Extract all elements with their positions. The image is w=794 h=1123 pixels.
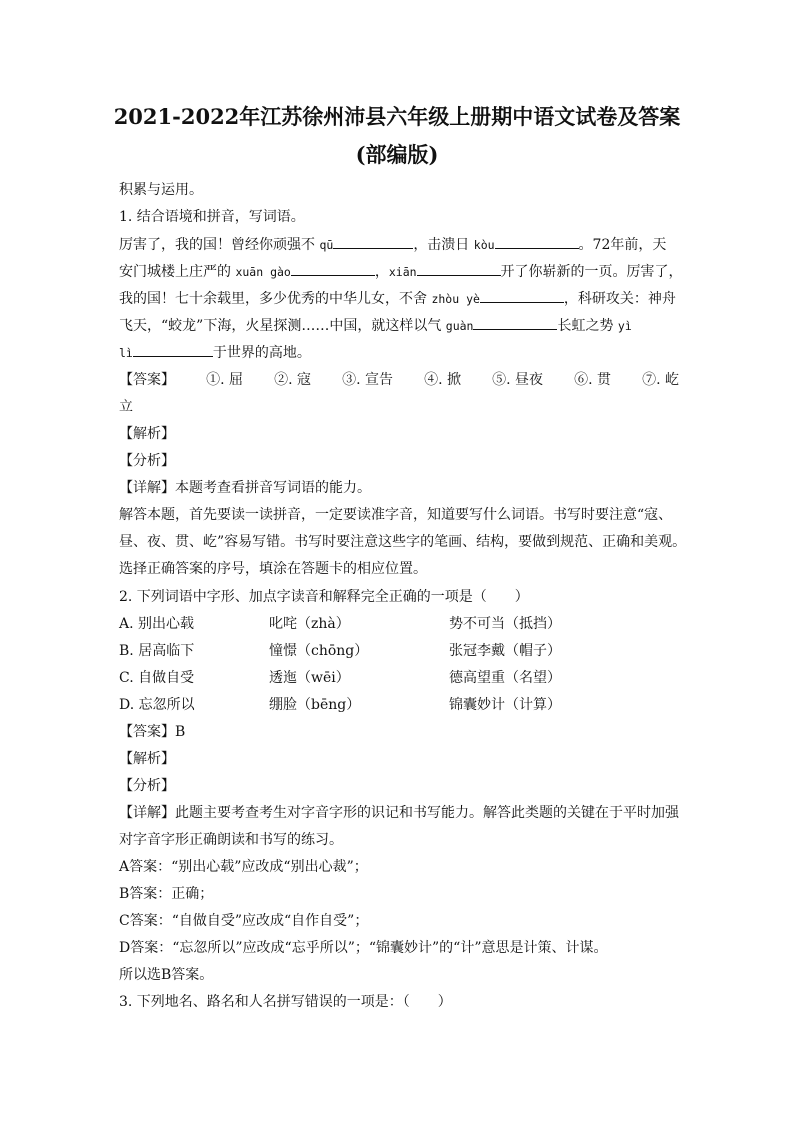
q1-explanation-1: 解答本题，首先要读一读拼音，一定要读准字音，知道要写什么词语。书写时要注意“寇、 [119,507,673,523]
document-title: 2021-2022年江苏徐州沛县六年级上册期中语文试卷及答案 [113,104,681,129]
q2-option-b[interactable]: B. 居高临下 憧憬（chōng） 张冠李戴（帽子） [119,643,561,659]
pinyin-kou: kòu [473,238,495,252]
answer-item: ③. 宣告 [342,372,393,388]
q2-option-d[interactable]: D. 忘忽所以 绷脸（bēng） 锦囊妙计（计算） [119,697,561,713]
answer-item: ⑤. 昼夜 [492,372,543,388]
answer-blank[interactable] [291,261,375,276]
q1-jiexi-label: 【解析】 [119,426,175,442]
q1-answer-row [119,370,679,390]
answer-blank[interactable] [473,315,557,330]
q2-xiangjie-1: 【详解】此题主要考查考生对字音字形的识记和书写能力。解答此类题的关键在于平时加强 [119,805,679,821]
answer-blank[interactable] [495,234,579,249]
answer-blank[interactable] [133,342,213,357]
q1-paragraph-line-1: 厉害了，我的国！曾经你顽强不 qū ，击溃日 kòu 。72年前，天 [119,234,679,255]
q1-paragraph-line-3: 我的国！七十余载里，多少优秀的中华儿女，不舍 zhòu yè ，科研攻关：神舟 [119,288,679,309]
answer-blank[interactable] [417,261,501,276]
q1-explanation-2: 昼、夜、贯、屹”容易写错。书写时要注意这些字的笔画、结构，要做到规范、正确和美观。 [119,534,687,550]
q2-option-a[interactable]: A. 别出心载 叱咤（zhà） 势不可当（抵挡） [119,616,561,632]
q1-paragraph-line-2: 安门城楼上庄严的 xuān gào ，xiān 开了你崭新的一页。厉害了， [119,261,679,282]
q1-answer-wrap: 立 [119,399,133,415]
answer-label: 【答案】 [119,372,175,388]
q2-explain-d: D答案：“忘忽所以”应改成“忘乎所以”；“锦囊妙计”的“计”意思是计策、计谋。 [119,940,608,956]
pinyin-li: lì [119,346,133,360]
q2-answer: 【答案】B [119,724,186,740]
pinyin-guan: guàn [445,319,474,333]
answer-blank[interactable] [333,234,413,249]
pinyin-qu: qū [319,238,334,252]
answer-blank[interactable] [480,288,564,303]
q2-fenxi-label: 【分析】 [119,778,175,794]
pinyin-xian: xiān [388,265,417,279]
q1-paragraph-line-4: 飞天，“蛟龙”下海，火星探测……中国，就这样以气 guàn 长虹之势 yì [119,315,679,336]
answer-item: ⑥. 贯 [574,372,611,388]
q2-explain-b: B答案：正确； [119,886,214,902]
q1-fenxi-label: 【分析】 [119,453,175,469]
pinyin-zhouye: zhòu yè [431,292,480,306]
answer-item: ①. 屈 [206,372,243,388]
answer-item: ⑦. 屹 [642,372,679,388]
q1-stem: 1. 结合语境和拼音，写词语。 [119,209,305,225]
answer-item: ④. 掀 [424,372,461,388]
section-heading: 积累与运用。 [119,182,203,198]
q2-stem: 2. 下列词语中字形、加点字读音和解释完全正确的一项是（ ） [119,589,529,605]
q1-explanation-3: 选择正确答案的序号，填涂在答题卡的相应位置。 [119,561,427,577]
q2-explain-c: C答案：“自做自受”应改成“自作自受”； [119,913,369,929]
q1-paragraph-line-5: lì 于世界的高地。 [119,342,679,363]
q3-stem: 3. 下列地名、路名和人名拼写错误的一项是：（ ） [119,994,452,1010]
q1-xiangjie: 【详解】本题考查看拼音写词语的能力。 [119,480,371,496]
q2-jiexi-label: 【解析】 [119,751,175,767]
answer-item: ②. 寇 [274,372,311,388]
q2-explain-a: A答案：“别出心载”应改成“别出心裁”； [119,859,368,875]
pinyin-xuangao: xuān gào [235,265,291,279]
q2-xiangjie-2: 对字音字形正确朗读和书写的练习。 [119,832,343,848]
q2-conclusion: 所以选B答案。 [119,967,214,983]
document-subtitle: (部编版) [355,142,439,167]
pinyin-yi: yì [617,319,632,333]
q2-option-c[interactable]: C. 自做自受 透迤（wēi） 德高望重（名望） [119,670,561,686]
